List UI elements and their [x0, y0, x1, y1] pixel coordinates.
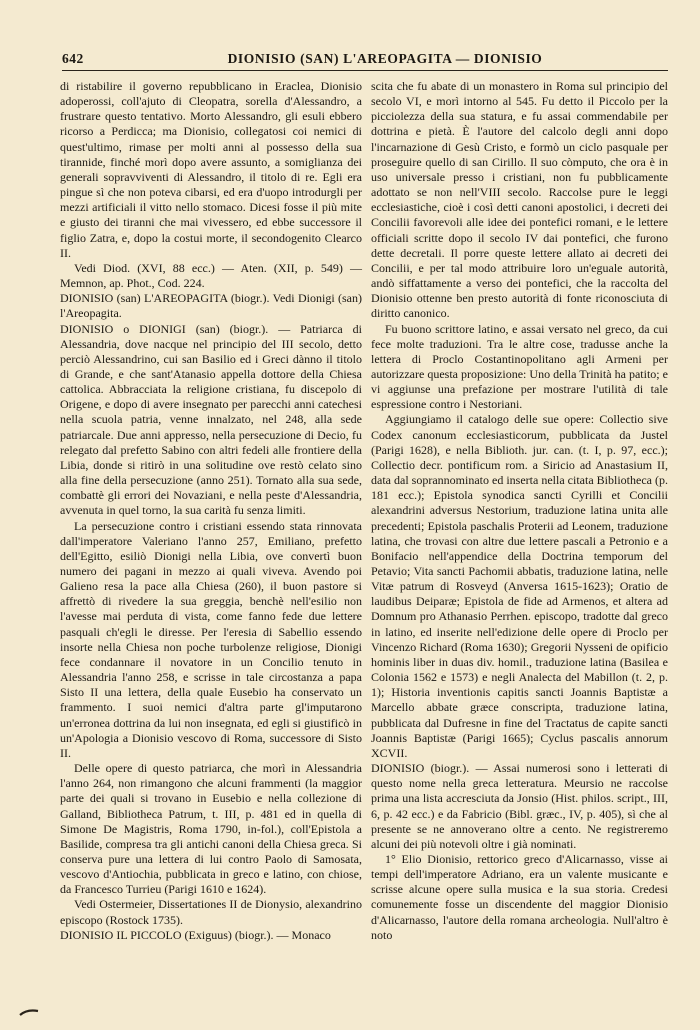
paragraph: Aggiungiamo il catalogo delle sue opere: Collectio sive Codex canonum ecclesiasticorum, pubblicata da Justel (Parigi 1628), e nella Biblioth. jur. can. (t. I, p. 97, ecc.); Collectio decr. pontificum rom. a Siricio ad Anastasium II, data dal soprannominato ed inserta nella citata Bibliotheca (p. 181 ecc.); Epistola synodica sancti Cyrilli et Concilii alexandrini adversus Nestorium, traduzione latina unita alle precedenti; Epistola paschalis Proterii ad Leonem, traduzione latina, che trovasi con altre due lettere pascali a Petronio e a Bonifacio nell'appendice della Doctrina temporum del Petavio; Vita sancti Pachomii abbatis, traduzione latina, nelle Vitæ patrum di Rosveyd (Anversa 1615-1623); Oratio de laudibus Deiparæ; Epistola de fide ad Armenos, et altera ad Domnum pro Athanasio Perrhen. episcopo, tradotte dal greco in latino, ed inserite nell'edizione delle opere di Proclo per Vincenzo Richard (Roma 1630); Gregorii Nysseni de opificio hominis liber in duas div. homil., traduzione latina (Basilea e Colonia 1562 e 1573) e negli Analecta del Mabillon (t. 2, p. 1); Historia inventionis capitis sancti Joannis Baptistæ a Marcello abbate græce conscripta, traduzione latina, pubblicata dal Dufresne in fine del Tractatus de capite sancti Joannis Baptistæ (Parigi 1665); Cyclus pascalis annorum XCVII. [371, 412, 668, 760]
entry-paragraph: DIONISIO IL PICCOLO (Exiguus) (biogr.). — Monaco [60, 927, 331, 942]
right-column [371, 79, 668, 943]
entry-paragraph: DIONISIO (san) L'AREOPAGITA (biogr.). Vedi Dionigi (san) l'Areopagita. [60, 291, 362, 321]
running-title: DIONISIO (SAN) L'AREOPAGITA — DIONISIO [227, 51, 543, 66]
entry-paragraph: DIONISIO (biogr.). — Assai numerosi sono i letterati di questo nome nella greca letteratura. Meursio ne raccolse prima una lista accresciuta da Jonsio (Hist. philos. script., III, 6, p. 42 ecc.) e da Fabricio (Bibl. græc., IV, p. 405), sì che al presente se ne annoverano oltre a cento. Ne registreremo alcuni dei più notevoli oltre i già nominati. [371, 761, 668, 851]
paragraph: La persecuzione contro i cristiani essendo stata rinnovata dall'imperatore Valeriano l'anno 257, Emiliano, prefetto dell'Egitto, esiliò Dionigi nella Libia, ove convertì buon numero dei pagani in mezzo ai quali viveva. Avendo poi Galieno resa la pace alla Chiesa (260), il buon pastore si affrettò di rivedere la sua greggia, benchè nell'esilio non l'avesse mai perduta di vista, come fanno fede due lettere pasquali ch'egli le diresse. Per l'eresia di Sabellio essendo insorte nella Chiesa non poche turbolenze religiose, Dionigi fece condannare il novatore in un Concilio tenuto in Alessandria l'anno 258, e scrisse in tale circostanza a papa Sisto II una lettera, della quale Eusebio ha conservato un frammento. I suoi nemici d'altra parte gl'imputarono un'erronea dottrina da lui non insegnata, ed egli si giustificò in un'Apologia a Dionisio vescovo di Roma, successore di Sisto II. [60, 518, 362, 760]
entry-paragraph: DIONISIO o DIONIGI (san) (biogr.). — Patriarca di Alessandria, dove nacque nel principio del III secolo, detto perciò Alessandrino, cui san Basilio ed i Greci dànno il titolo di Grande, e che sant'Atanasio appella dottore della Chiesa cattolica. Abbracciata la religione cristiana, fu discepolo di Origene, e dopo di avere insegnato per parecchi anni catechesi nella scuola patria, venne innalzato, nel 248, alla sede patriarcale. Due anni appresso, nella persecuzione di Decio, fu relegato dal prefetto Sabino con altri fedeli alle frontiere della Libia, donde si ritirò in una solitudine ove restò celato sino alla fine della persecuzione (anno 251). Tornato alla sua sede, combattè gli errori dei Novaziani, e nella peste d'Alessandria, avvenuta in quel torno, la sua carità fu senza limiti. [60, 321, 362, 518]
paragraph: scita che fu abate di un monastero in Roma sul principio del secolo VI, e morì intorno al 545. Fu detto il Piccolo per la picciolezza della sua statura, e fu assai commendabile per dottrina e pietà. È l'autore del calcolo degli anni dopo l'incarnazione di Gesù Cristo, e formò un ciclo pasquale per proseguire quello di san Cirillo. Il suo còmputo, che ora è in uso universale presso i cristiani, non fu pubblicamente adottato se non nell'VIII secolo. Raccolse pure le leggi ecclesiastiche, cioè i così detti canoni apostolici, i decreti dei Concilii favorevoli alle idee dei pontefici romani, e le lettere officiali scritte dopo il secolo IV dai pontefici, che furono dette decretali. Il porre queste lettere allato ai decreti dei Concilii, e per tal modo attribuire loro un'eguale autorità, andò siffattamente a verso dei pontefici, che la raccolta del Dionisio ottenne ben presto autorità di fonte riconosciuta di diritto canonico. [371, 79, 668, 321]
paragraph: Vedi Ostermeier, Dissertationes II de Dionysio, alexandrino episcopo (Rostock 1735). [60, 897, 362, 927]
page-corner-mark [18, 1006, 40, 1018]
page-header [62, 48, 668, 71]
paragraph: Vedi Diod. (XVI, 88 ecc.) — Aten. (XII, p. 549) — Memnon, ap. Phot., Cod. 224. [60, 260, 362, 291]
left-column [60, 79, 362, 943]
paragraph: Fu buono scrittore latino, e assai versato nel greco, da cui fece molte traduzioni. Tra le altre cose, tradusse anche la lettera di Proclo Costantinopolitano agli Armeni per autorizzare questa proposizione: Uno della Trinità ha patito; e vi aggiunse una prefazione per mostrare l'utilità di tale espressione contro i Nestoriani. [371, 321, 668, 412]
paragraph: Delle opere di questo patriarca, che morì in Alessandria l'anno 264, non rimangono che alcuni frammenti (la maggior parte dei quali si trovano in Eusebio e nella collezione di Galland, Bibliotheca Patrum, t. III, p. 481 ed in quella di Simone De Magistris, Roma 1790, in-fol.), coll'Epistola a Basilide, compresa tra gli antichi canoni della Chiesa greca. Si conserva pure una lettera di lui contro Paolo di Samosata, vescovo d'Antiochia, pubblicata in greco e latino, con chiose, da Francesco Turrieu (Parigi 1610 e 1624). [60, 761, 362, 897]
page-number: 642 [62, 51, 84, 66]
paragraph: 1° Elio Dionisio, rettorico greco d'Alicarnasso, visse ai tempi dell'imperatore Adriano, era un valente musicante e scrisse alcune opere sulla musica e la sua storia. Credesi comunemente fosse un discendente del maggior Dionisio d'Alicarnasso, l'autore della romana archeologia. Null'altro è noto [371, 851, 668, 942]
paragraph: di ristabilire il governo repubblicano in Eraclea, Dionisio adoperossi, coll'ajuto di Cleopatra, sorella d'Alessandro, a frustrare questo tentativo. Morto Alessandro, gli esuli ebbero ricorso a Perdicca; ma Dionisio, collegatosi coi nemici di quest'ultimo, rimase per molti anni al possesso della sua tirannide, finché morì dopo avere assunto, a somiglianza dei generali sopravviventi di Alessandro, il titolo di re. Egli era pingue sì che non poteva cibarsi, ed era d'uopo introdurgli per mezzi artificiali il vitto nello stomaco. Dicesi fosse il più mite e giusto dei tiranni che mai vivessero, ed ebbe successore il figlio Zatra, e, dopo la costui morte, il secondogenito Clearco II. [60, 79, 362, 260]
